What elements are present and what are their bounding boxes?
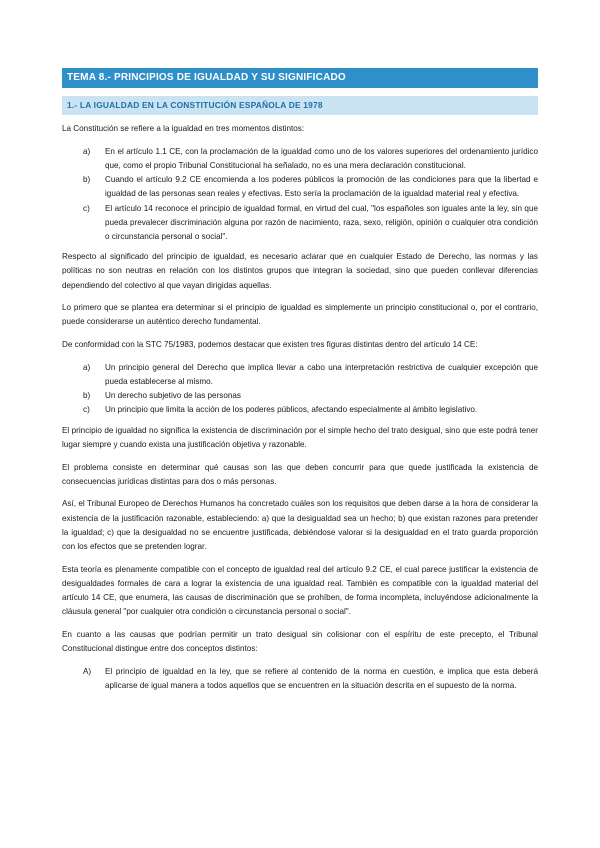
paragraph: Lo primero que se plantea era determinar si el principio de igualdad es simplemente un principio constitucional o, por el contrario, puede considerarse un auténtico derecho fundamental.: [62, 303, 538, 327]
list-marker: c): [83, 405, 90, 415]
list-tc-concepts: [62, 665, 538, 693]
list-marker: c): [83, 203, 90, 213]
list-item-text: Cuando el artículo 9.2 CE encomienda a los poderes públicos la promoción de las condiciones para que la libertad e igualdad de las personas sean reales y efectivas. Esto sería la proclamación de la igualdad material real y efectiva.: [105, 175, 538, 199]
list-item-text: Un derecho subjetivo de las personas: [105, 391, 241, 401]
paragraph: De conformidad con la STC 75/1983, podemos destacar que existen tres figuras distintas dentro del artículo 14 CE:: [62, 340, 478, 350]
list-item: [62, 403, 538, 417]
list-marker: a): [83, 146, 91, 156]
list-marker: b): [83, 175, 91, 185]
list-item: [62, 173, 538, 201]
list-stc-figures: [62, 361, 538, 418]
chapter-title: TEMA 8.- PRINCIPIOS DE IGUALDAD Y SU SIGNIFICADO: [62, 68, 538, 88]
paragraph: El principio de igualdad no significa la existencia de discriminación por el simple hecho del trato desigual, sino que este podrá tener lugar siempre y cuando exista una justificación objetiva y razonable.: [62, 425, 538, 449]
list-item: [62, 145, 538, 173]
list-item-text: Un principio general del Derecho que implica llevar a cabo una interpretación restrictiva de cualquier excepción que pueda establecerse al mismo.: [105, 362, 538, 387]
paragraph: En cuanto a las causas que podrían permitir un trato desigual sin colisionar con el espíritu de este precepto, el Tribunal Constitucional distingue entre dos conceptos distintos:: [62, 630, 538, 654]
list-item: [62, 202, 538, 245]
list-item-text: El artículo 14 reconoce el principio de igualdad formal, en virtud del cual, "los españoles son iguales ante la ley, sin que pueda prevalecer discriminación alguna por razón de nacimiento, raza, sexo, religión, opinión o cualquier otra condición o circunstancia personal o social".: [105, 203, 538, 241]
document-page: [62, 68, 538, 699]
list-item-text: En el artículo 1.1 CE, con la proclamación de la igualdad como uno de los valores superiores del ordenamiento jurídico que, como el propio Tribunal Constitucional ha señalado, no es una mera declaración constitucional.: [105, 146, 538, 170]
list-item: [62, 389, 538, 403]
list-item-text: El principio de igualdad en la ley, que se refiere al contenido de la norma en cuestión, e implica que esta deberá aplicarse de igual manera a todos aquellos que se encuentren en la situación descrita en el supuesto de la norma.: [105, 667, 538, 691]
list-marker: A): [83, 667, 92, 676]
list-item-text: Un principio que limita la acción de los poderes públicos, afectando especialmente al ámbito legislativo.: [105, 405, 478, 415]
list-marker: b): [83, 391, 91, 401]
intro-paragraph: La Constitución se refiere a la igualdad en tres momentos distintos:: [62, 124, 305, 133]
paragraph: El problema consiste en determinar qué causas son las que deben concurrir para que quede justificada la existencia de consecuencias jurídicas distintas para dos o más personas.: [62, 462, 538, 486]
list-item: [62, 361, 538, 389]
section-heading: 1.- LA IGUALDAD EN LA CONSTITUCIÓN ESPAÑOLA DE 1978: [62, 96, 538, 115]
paragraph: Esta teoría es plenamente compatible con el concepto de igualdad real del artículo 9.2 CE, el cual parece justificar la existencia de desigualdades formales de cara a lograr la existencia de una igualdad real. También es compatible con la igualdad material del artículo 14 CE, que enumera, las causas de discriminación que se prohíben, de forma incompleta, incluyéndose adicionalmente la cláusula general "por cualquier otra condición o circunstancia personal o social".: [62, 564, 538, 617]
list-marker: a): [83, 362, 91, 372]
list-item: [62, 665, 538, 693]
paragraph: Así, el Tribunal Europeo de Derechos Humanos ha concretado cuáles son los requisitos que deben darse a la hora de considerar la existencia de la justificación razonable, estableciendo: a) que la desigualdad sea un hecho; b) que existan razones para pretender la igualdad; c) que la desigualdad no se encuentre justificada, debiéndose valorar si la desigualdad en el trato guarda proporción con los efectos que se pretenden lograr.: [62, 499, 538, 552]
list-constitution-moments: [62, 145, 538, 244]
paragraph: Respecto al significado del principio de igualdad, es necesario aclarar que en cualquier Estado de Derecho, las normas y las políticas no son neutras en relación con los distintos grupos que integran la sociedad, sino que pueden conllevar diferencias dependiendo del colectivo al que vayan dirigidas aquellas.: [62, 252, 538, 290]
